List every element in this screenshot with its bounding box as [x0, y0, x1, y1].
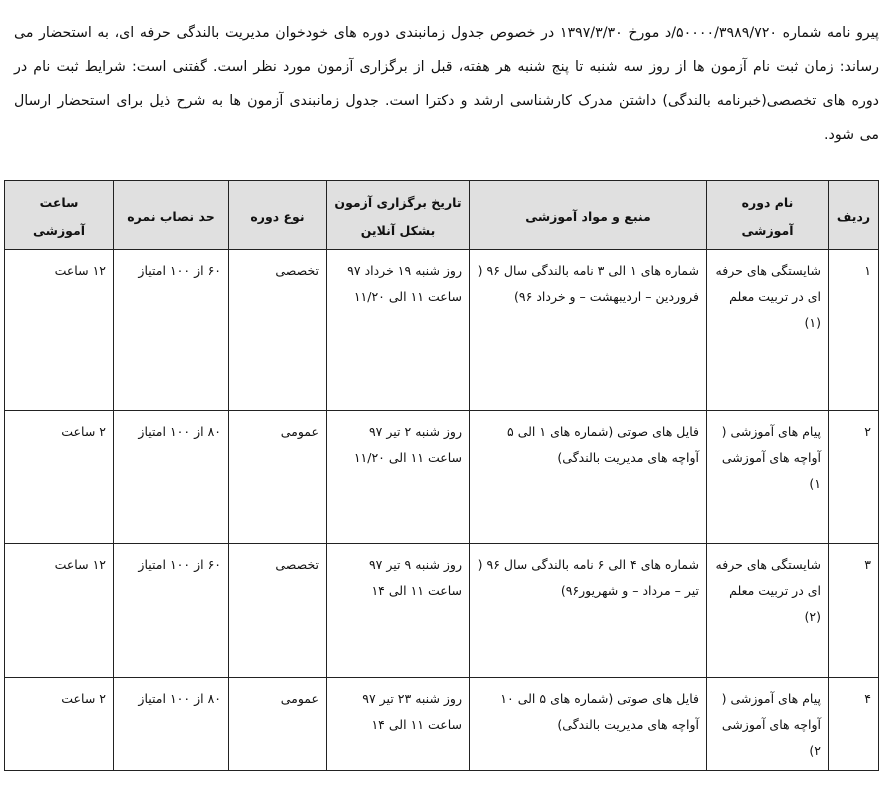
row-training-hours: ۱۲ ساعت [5, 544, 114, 678]
row-source: فایل های صوتی (شماره های ۵ الی ۱۰ آواچه های مدیریت بالندگی) [470, 678, 707, 771]
header-source: منبع و مواد آموزشی [470, 181, 707, 250]
row-pass-score: ۸۰ از ۱۰۰ امتیاز [114, 678, 229, 771]
row-course-name: پیام های آموزشی ( آواچه های آموزشی ۲) [707, 678, 829, 771]
row-training-hours: ۱۲ ساعت [5, 250, 114, 411]
row-pass-score: ۶۰ از ۱۰۰ امتیاز [114, 544, 229, 678]
row-index: ۳ [829, 544, 879, 678]
intro-paragraph: پیرو نامه شماره ۵۰۰۰۰/۳۹۸۹/۷۲۰/د مورخ ۱۳۹۷/۳/۳۰ در خصوص جدول زمانبندی دوره های خودخوان مدیریت بالندگی حرفه ای، به استحضار می رساند: زمان ثبت نام آزمون ها از روز سه شنبه تا پنج شنبه هر هفته، قبل از برگزاری آزمون مورد نظر است. گفتنی است: شرایط ثبت نام در دوره های تخصصی(خبرنامه بالندگی) داشتن مدرک کارشناسی ارشد و دکترا است. جدول زمانبندی آزمون ها به شرح ذیل برای استحضار ارسال می شود. [14, 25, 879, 144]
row-pass-score: ۶۰ از ۱۰۰ امتیاز [114, 250, 229, 411]
row-source: فایل های صوتی (شماره های ۱ الی ۵ آواچه های مدیریت بالندگی) [470, 411, 707, 544]
row-index: ۱ [829, 250, 879, 411]
row-source: شماره های ۴ الی ۶ نامه بالندگی سال ۹۶ ( تیر – مرداد – و شهریور۹۶) [470, 544, 707, 678]
row-course-name: پیام های آموزشی ( آواچه های آموزشی ۱) [707, 411, 829, 544]
header-training-hours: ساعت آموزشی [5, 181, 114, 250]
table-row [5, 250, 879, 411]
header-course-name: نام دوره آموزشی [707, 181, 829, 250]
table-row [5, 411, 879, 544]
row-index: ۴ [829, 678, 879, 771]
table-row [5, 678, 879, 771]
row-exam-date: روز شنبه ۹ تیر ۹۷ ساعت ۱۱ الی ۱۴ [327, 544, 470, 678]
row-course-name: شایستگی های حرفه ای در تربیت معلم (۱) [707, 250, 829, 411]
row-pass-score: ۸۰ از ۱۰۰ امتیاز [114, 411, 229, 544]
table-row [5, 544, 879, 678]
header-pass-score: حد نصاب نمره [114, 181, 229, 250]
header-course-type: نوع دوره [229, 181, 327, 250]
row-exam-date: روز شنبه ۲ تیر ۹۷ ساعت ۱۱ الی ۱۱/۲۰ [327, 411, 470, 544]
row-course-type: تخصصی [229, 544, 327, 678]
row-course-name: شایستگی های حرفه ای در تربیت معلم (۲) [707, 544, 829, 678]
table-header-row [5, 181, 879, 250]
row-course-type: عمومی [229, 678, 327, 771]
row-source: شماره های ۱ الی ۳ نامه بالندگی سال ۹۶ ( فروردین – اردیبهشت – و خرداد ۹۶) [470, 250, 707, 411]
row-course-type: تخصصی [229, 250, 327, 411]
row-course-type: عمومی [229, 411, 327, 544]
row-index: ۲ [829, 411, 879, 544]
row-training-hours: ۲ ساعت [5, 411, 114, 544]
header-exam-date: تاریخ برگزاری آزمون بشکل آنلاین [327, 181, 470, 250]
row-exam-date: روز شنبه ۱۹ خرداد ۹۷ ساعت ۱۱ الی ۱۱/۲۰ [327, 250, 470, 411]
row-training-hours: ۲ ساعت [5, 678, 114, 771]
exam-schedule-table [4, 180, 879, 771]
header-index: ردیف [829, 181, 879, 250]
row-exam-date: روز شنبه ۲۳ تیر ۹۷ ساعت ۱۱ الی ۱۴ [327, 678, 470, 771]
